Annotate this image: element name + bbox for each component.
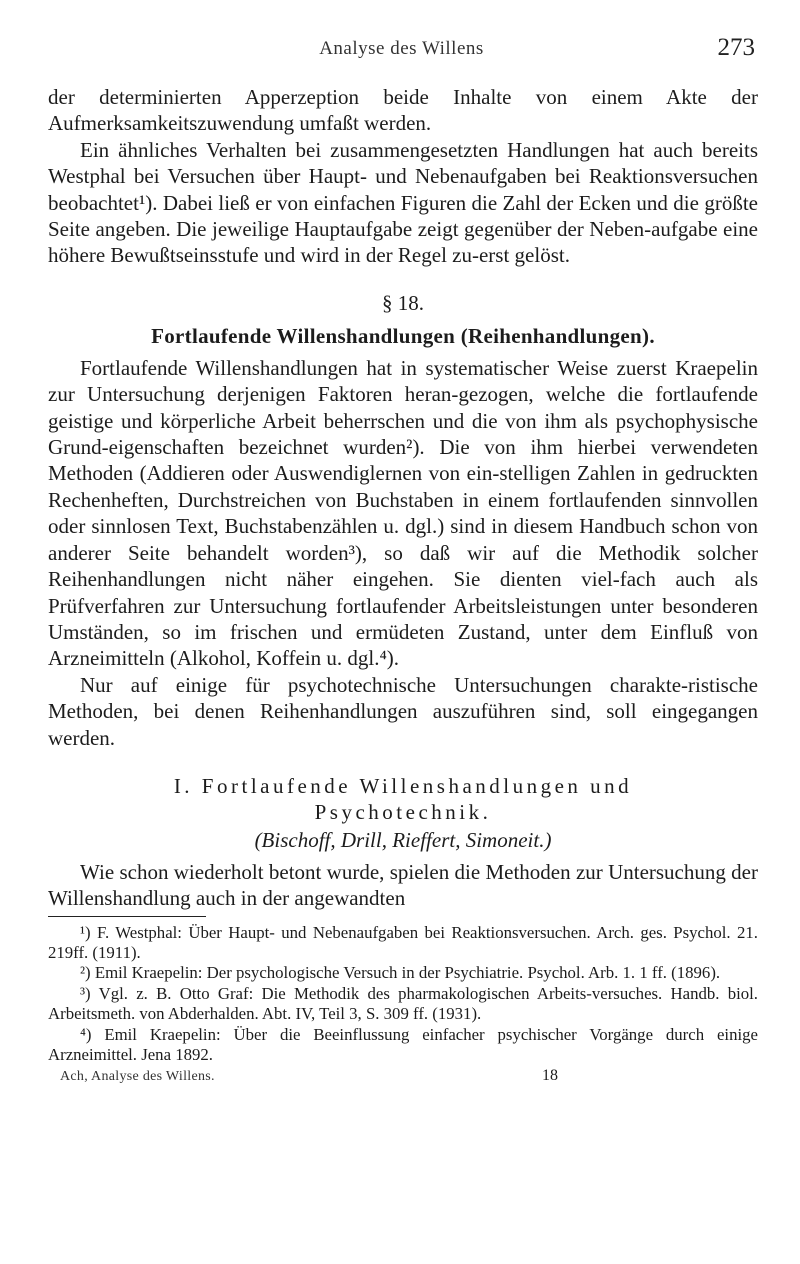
footnotes — [48, 923, 758, 1066]
footnote-4: ⁴) Emil Kraepelin: Über die Beeinflussung einfacher psychischer Vorgänge durch einige Arzneimittel. Jena 1892. — [48, 1024, 758, 1064]
paragraph-continued: der determinierten Apperzeption beide Inhalte von einem Akte der Aufmerksamkeitszuwendung umfaßt werden. — [48, 85, 758, 136]
paragraph-final: Wie schon wiederholt betont wurde, spielen die Methoden zur Untersuchung der Willenshandlung auch in der angewandten — [48, 859, 758, 911]
section-title: Fortlaufende Willenshandlungen (Reihenhandlungen). — [151, 323, 655, 348]
footnote-rule — [48, 916, 206, 917]
paragraph-westphal: Ein ähnliches Verhalten bei zusammengesetzten Handlungen hat auch bereits Westphal bei Versuchen über Haupt- und Nebenaufgaben bei Reaktionsversuchen beobachtet¹). Dabei ließ er von einfachen Figuren die Zahl der Ecken und die größte Seite angeben. Die jeweilige Hauptaufgabe zeigt gegenüber der Neben-aufgabe eine höhere Bewußtseinsstufe und wird in der Regel zu-erst gelöst. — [48, 137, 758, 268]
page-number: 273 — [717, 34, 755, 61]
page-footer — [48, 1067, 758, 1085]
subsection-heading-line1: I. Fortlaufende Willenshandlungen und — [173, 773, 633, 798]
paragraph-psychotechnik-intro: Nur auf einige für psychotechnische Untersuchungen charakte-ristische Methoden, bei denen Reihenhandlungen auszuführen sind, soll eingegangen werden. — [48, 672, 758, 750]
subsection-heading-line2: Psychotechnik. — [314, 800, 492, 825]
section-number: § 18. — [382, 290, 424, 315]
running-header — [48, 34, 755, 66]
subsection-authors: (Bischoff, Drill, Rieffert, Simoneit.) — [254, 827, 552, 852]
signature-line: Ach, Analyse des Willens. — [60, 1069, 215, 1085]
footnote-2: ²) Emil Kraepelin: Der psychologische Versuch in der Psychiatrie. Psychol. Arb. 1. 1 ff. (1896). — [80, 963, 721, 983]
paragraph-kraepelin: Fortlaufende Willenshandlungen hat in systematischer Weise zuerst Kraepelin zur Untersuchung derjenigen Faktoren heran-gezogen, welche die fortlaufende geistige und körperliche Arbeit beherrschen und die von ihm als psychophysische Grund-eigenschaften bezeichnet wurden²). Die von ihm hierbei verwendeten Methoden (Addieren oder Auswendiglernen von ein-stelligen Zahlen in gedruckten Rechenheften, Durchstreichen von Buchstaben in einem fortlaufenden sinnvollen oder sinnlosen Text, Buchstabenzählen u. dgl.) sind in diesem Handbuch schon von anderer Seite behandelt worden³), so daß wir auf die Methodik solcher Reihenhandlungen nicht näher eingehen. Sie dienten viel-fach auch als Prüfverfahren zur Untersuchung fortlaufender Arbeitsleistungen unter besonderen Umständen, so im frischen und ermüdeten Zustand, unter dem Einfluß von Arzneimitteln (Alkohol, Koffein u. dgl.⁴). — [48, 355, 758, 671]
sheet-number: 18 — [542, 1067, 558, 1085]
subsection-heading — [48, 773, 758, 826]
footnote-1: ¹) F. Westphal: Über Haupt- und Nebenaufgaben bei Reaktionsversuchen. Arch. ges. Psychol. 21. 219ff. (1911). — [48, 922, 758, 962]
running-title: Analyse des Willens — [319, 38, 484, 59]
page-body — [48, 84, 758, 1085]
footnote-3: ³) Vgl. z. B. Otto Graf: Die Methodik des pharmakologischen Arbeits-versuches. Handb. biol. Arbeitsmeth. von Abderhalden. Abt. IV, Teil 3, S. 309 ff. (1931). — [48, 983, 758, 1024]
